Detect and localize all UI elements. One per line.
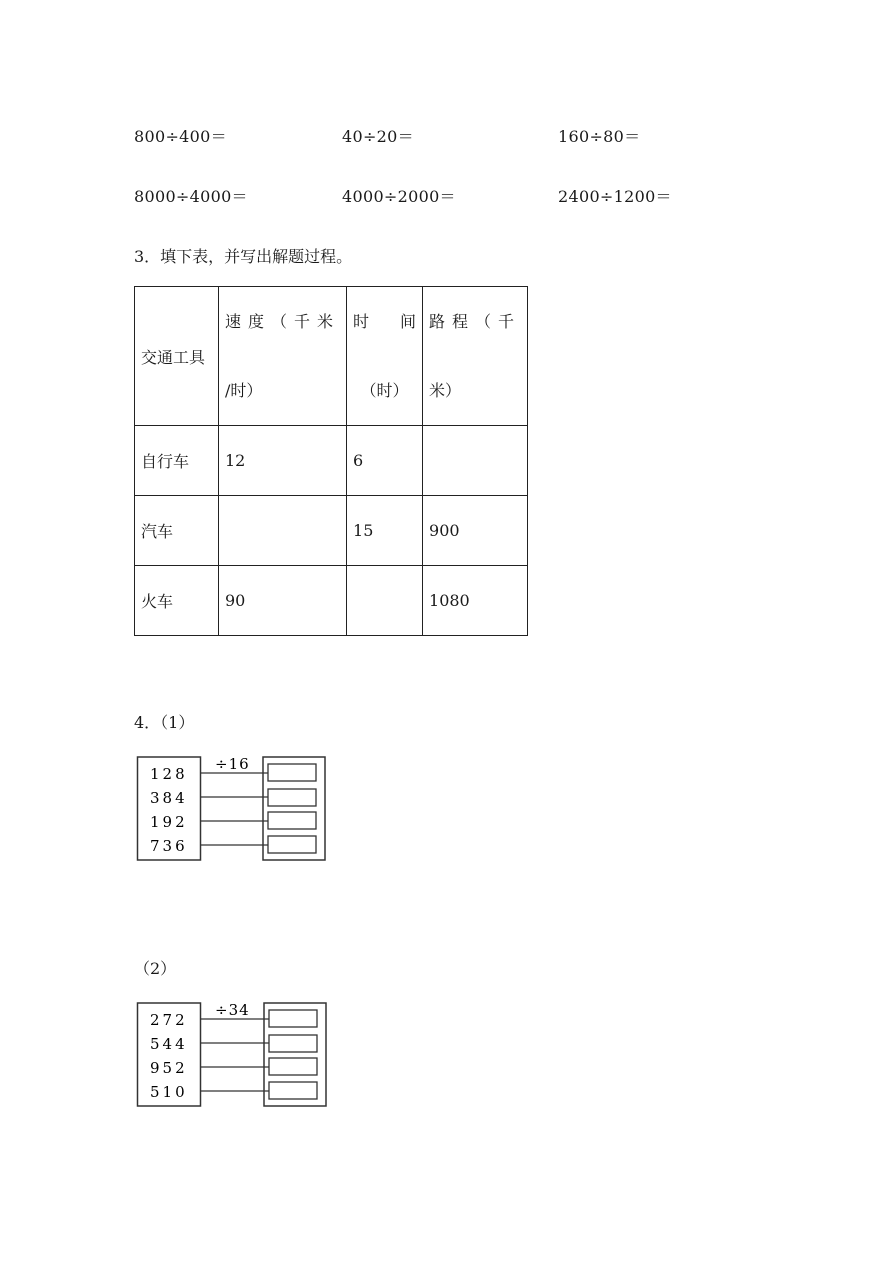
question-4-part-2-title: （2） — [134, 959, 177, 978]
answer-box[interactable] — [269, 1082, 317, 1099]
header-time — [347, 287, 423, 426]
answer-box[interactable] — [269, 1058, 317, 1075]
header-distance-line2: 米） — [429, 381, 462, 400]
row-3 — [150, 812, 316, 831]
cell-vehicle: 自行车 — [135, 426, 219, 496]
answer-box[interactable] — [269, 1010, 317, 1027]
answer-box[interactable] — [268, 836, 316, 853]
expr-3: 160÷80＝ — [558, 127, 641, 146]
cell-speed[interactable] — [219, 496, 347, 566]
header-time-line2: （时） — [360, 381, 409, 400]
header-distance-line1: 路程（千 — [429, 312, 522, 331]
cell-time[interactable]: 15 — [347, 496, 423, 566]
question-4-title: 4．（1） — [134, 713, 195, 732]
table-header-row — [135, 287, 528, 426]
cell-speed[interactable]: 12 — [219, 426, 347, 496]
header-vehicle — [135, 287, 219, 426]
header-time-line1 — [353, 287, 416, 356]
header-distance — [423, 287, 528, 426]
input-number: 736 — [150, 837, 188, 855]
answer-box[interactable] — [268, 789, 316, 806]
row-2 — [150, 1035, 317, 1053]
input-number: 192 — [150, 813, 188, 831]
division-diagram-1-svg — [136, 752, 328, 864]
input-number: 272 — [150, 1011, 188, 1029]
question-3-title: 3．填下表，并写出解题过程。 — [134, 247, 353, 266]
input-number: 510 — [150, 1083, 188, 1101]
table-row — [135, 566, 528, 636]
expr-2: 40÷20＝ — [342, 127, 414, 146]
expr-1: 800÷400＝ — [134, 127, 227, 146]
input-number: 952 — [150, 1059, 188, 1077]
answer-box[interactable] — [268, 812, 316, 829]
cell-speed[interactable]: 90 — [219, 566, 347, 636]
row-2 — [150, 789, 316, 807]
speed-table — [134, 286, 528, 636]
input-number: 384 — [150, 789, 188, 807]
expr-4: 8000÷4000＝ — [134, 187, 248, 206]
division-diagram-2 — [136, 998, 330, 1114]
cell-distance[interactable]: 1080 — [423, 566, 528, 636]
cell-time[interactable] — [347, 566, 423, 636]
operator-label: ÷34 — [215, 1001, 250, 1019]
table-row — [135, 426, 528, 496]
row-4 — [150, 1082, 317, 1101]
row-3 — [150, 1058, 317, 1077]
cell-vehicle: 火车 — [135, 566, 219, 636]
header-time-b: 间 — [400, 312, 417, 331]
expr-6: 2400÷1200＝ — [558, 187, 672, 206]
cell-distance[interactable] — [423, 426, 528, 496]
table-row — [135, 496, 528, 566]
answer-box[interactable] — [269, 1035, 317, 1052]
header-time-a: 时 — [353, 312, 370, 331]
header-speed-line1: 速度（千米 — [225, 312, 341, 331]
division-diagram-1 — [136, 752, 328, 868]
answer-box[interactable] — [268, 764, 316, 781]
input-number: 128 — [150, 765, 188, 783]
header-speed-line2: /时） — [225, 381, 263, 400]
cell-distance[interactable]: 900 — [423, 496, 528, 566]
expr-5: 4000÷2000＝ — [342, 187, 456, 206]
header-vehicle-text: 交通工具 — [141, 347, 206, 367]
operator-label: ÷16 — [215, 755, 250, 773]
cell-time[interactable]: 6 — [347, 426, 423, 496]
header-speed — [219, 287, 347, 426]
division-diagram-2-svg — [136, 998, 330, 1110]
row-4 — [150, 836, 316, 855]
cell-vehicle: 汽车 — [135, 496, 219, 566]
input-number: 544 — [150, 1035, 188, 1053]
